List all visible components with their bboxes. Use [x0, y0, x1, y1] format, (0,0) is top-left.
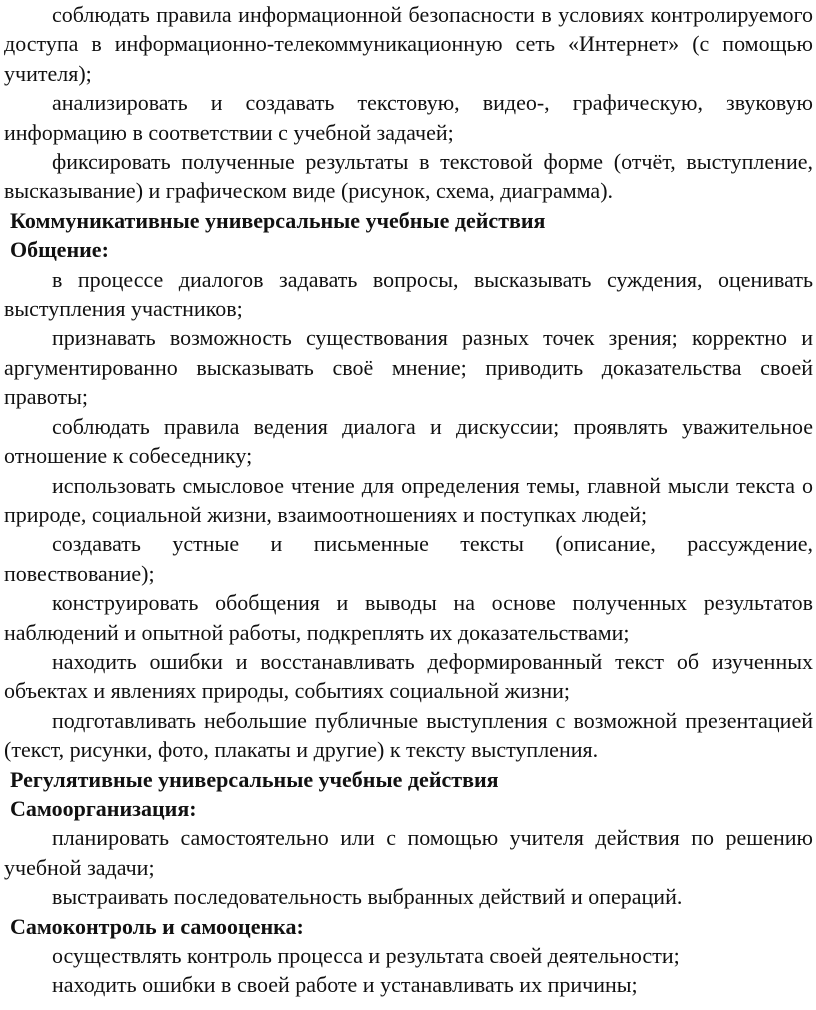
- paragraph: находить ошибки в своей работе и устанавливать их причины;: [52, 972, 638, 998]
- paragraph: анализировать и создавать текстовую, видео-, графическую, звуковую информацию в соответствии с учебной задачей;: [4, 90, 813, 145]
- paragraph: создавать устные и письменные тексты (описание, рассуждение, повествование);: [4, 531, 813, 586]
- subsection-heading-communication: Общение:: [10, 237, 109, 263]
- paragraph: использовать смысловое чтение для определения темы, главной мысли текста о природе, социальной жизни, взаимоотношениях и поступках людей;: [4, 472, 813, 527]
- paragraph: подготавливать небольшие публичные выступления с возможной презентацией (текст, рисунки, фото, плакаты и другие) к тексту выступления.: [4, 707, 813, 763]
- paragraph: находить ошибки и восстанавливать деформированный текст об изученных объектах и явлениях природы, событиях социальной жизни;: [4, 648, 813, 704]
- paragraph: соблюдать правила ведения диалога и дискуссии; проявлять уважительное отношение к собеседнику;: [4, 413, 813, 469]
- paragraph: конструировать обобщения и выводы на основе полученных результатов наблюдений и опытной работы, подкреплять их доказательствами;: [4, 590, 813, 645]
- section-heading-regulatory: Регулятивные универсальные учебные действия: [10, 766, 499, 792]
- paragraph: фиксировать полученные результаты в текстовой форме (отчёт, выступление, высказывание) и графическом виде (рисунок, схема, диаграмма).: [4, 149, 813, 204]
- paragraph: планировать самостоятельно или с помощью учителя действия по решению учебной задачи;: [4, 825, 813, 880]
- section-heading-communicative: Коммуникативные универсальные учебные действия: [10, 207, 546, 233]
- paragraph: признавать возможность существования разных точек зрения; корректно и аргументированно высказывать своё мнение; приводить доказательства своей правоты;: [4, 325, 813, 410]
- subsection-heading-self-organization: Самоорганизация:: [10, 795, 197, 821]
- paragraph: соблюдать правила информационной безопасности в условиях контролируемого доступа в информационно-телекоммуникационную сеть «Интернет» (с помощью учителя);: [4, 2, 813, 86]
- paragraph: в процессе диалогов задавать вопросы, высказывать суждения, оценивать выступления участников;: [4, 266, 813, 322]
- paragraph: выстраивать последовательность выбранных действий и операций.: [52, 884, 683, 910]
- subsection-heading-self-control: Самоконтроль и самооценка:: [10, 913, 304, 939]
- paragraph: осуществлять контроль процесса и результата своей деятельности;: [52, 943, 680, 968]
